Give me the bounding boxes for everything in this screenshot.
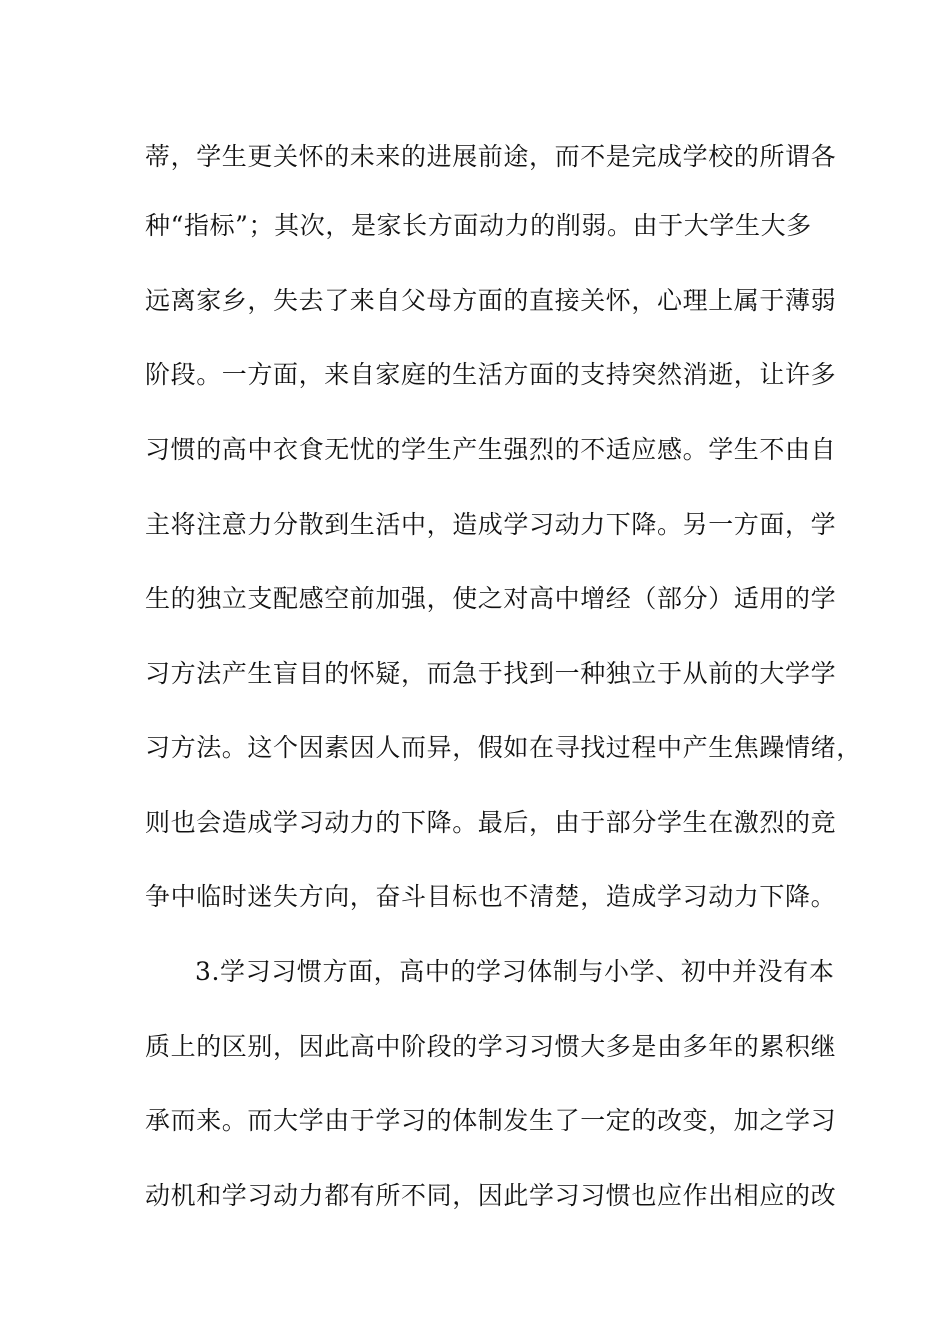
- text-line-1: 蒂，学生更关怀的未来的进展前途，而不是完成学校的所谓各: [145, 142, 837, 171]
- text-line-2: 种“指标”；其次，是家长方面动力的削弱。由于大学生大多: [145, 211, 812, 240]
- text-line-7: 生的独立支配感空前加强，使之对高中增经（部分）适用的学: [145, 584, 837, 613]
- text-line-5: 习惯的高中衣食无忧的学生产生强烈的不适应感。学生不由自: [145, 435, 837, 464]
- text-line-9: 习方法。这个因素因人而异，假如在寻找过程中产生焦躁情绪，: [145, 733, 862, 762]
- text-line-4: 阶段。一方面，来自家庭的生活方面的支持突然消逝，让许多: [145, 360, 837, 389]
- text-line-11: 争中临时迷失方向，奋斗目标也不清楚，造成学习动力下降。: [145, 882, 837, 911]
- text-line-3: 远离家乡，失去了来自父母方面的直接关怀，心理上属于薄弱: [145, 286, 837, 315]
- paragraph-3-heading-line: 3.学习习惯方面，高中的学习体制与小学、初中并没有本: [195, 957, 835, 986]
- text-line-14: 承而来。而大学由于学习的体制发生了一定的改变，加之学习: [145, 1106, 837, 1135]
- text-line-15: 动机和学习动力都有所不同，因此学习习惯也应作出相应的改: [145, 1181, 837, 1210]
- text-line-13: 质上的区别，因此高中阶段的学习习惯大多是由多年的累积继: [145, 1032, 837, 1061]
- text-line-8: 习方法产生盲目的怀疑，而急于找到一种独立于从前的大学学: [145, 659, 837, 688]
- text-line-10: 则也会造成学习动力的下降。最后，由于部分学生在激烈的竞: [145, 808, 837, 837]
- text-line-6: 主将注意力分散到生活中，造成学习动力下降。另一方面，学: [145, 510, 837, 539]
